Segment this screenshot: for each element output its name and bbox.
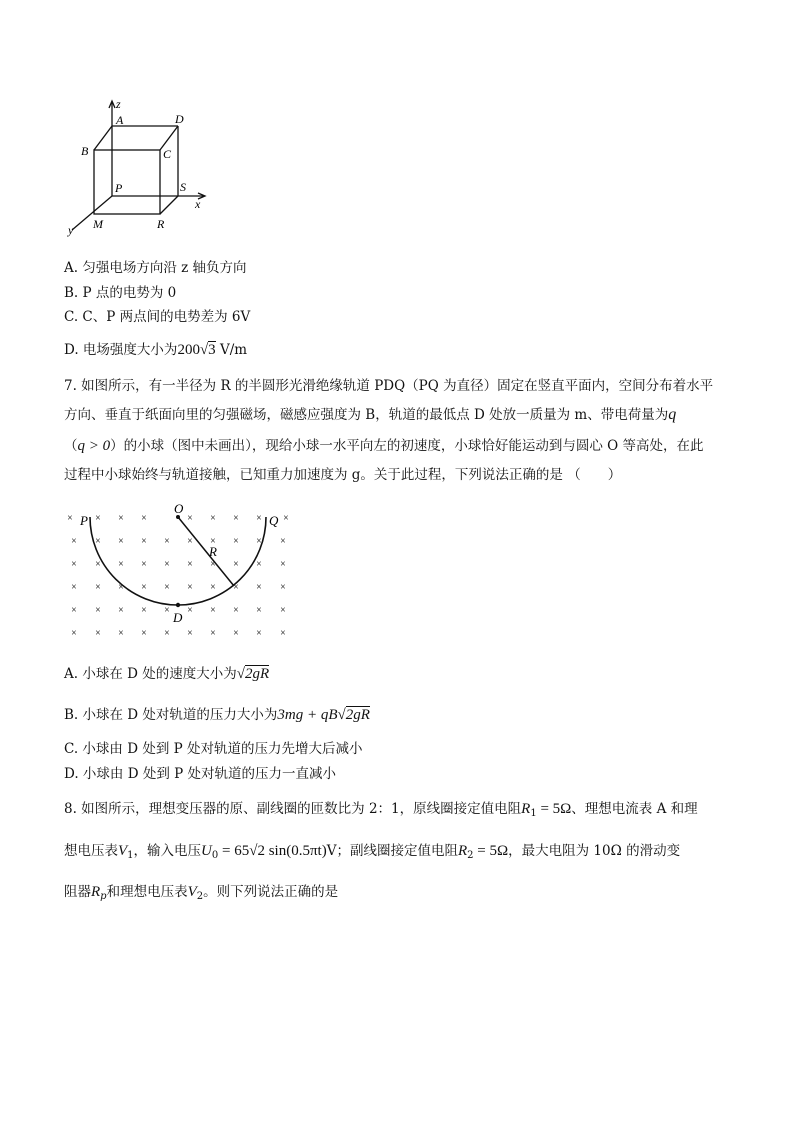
q8-u0-sub: 0: [211, 850, 219, 861]
field-cross-mark: ×: [210, 559, 216, 570]
track-label-Q: Q: [269, 513, 279, 528]
field-cross-mark: ×: [67, 513, 73, 524]
field-cross-mark: ×: [187, 536, 193, 547]
cube-label-C: C: [163, 147, 172, 161]
field-cross-mark: ×: [95, 559, 101, 570]
cube-figure: [60, 96, 220, 238]
field-cross-mark: ×: [95, 628, 101, 639]
q7-q-symbol: q: [668, 406, 677, 423]
field-cross-mark: ×: [118, 628, 124, 639]
field-cross-mark: ×: [118, 536, 124, 547]
q7-option-b-expr: 3mg + qB: [277, 707, 338, 723]
q8-rp-sub: p: [100, 891, 107, 902]
field-cross-mark: ×: [141, 559, 147, 570]
q8-u0-expr: = 65√2 sin(0.5πt): [218, 843, 327, 859]
field-cross-mark: ×: [118, 513, 124, 524]
field-cross-mark: ×: [141, 513, 147, 524]
q8-stem-line2-a: 想电压表: [64, 843, 118, 859]
sqrt-sign: √: [236, 666, 245, 682]
q7-stem-line2-text: 方向、垂直于纸面向里的匀强磁场，磁感应强度为 B，轨道的最低点 D 处放一质量为 m、带电荷量为: [64, 407, 669, 423]
q6-option-d-unit: V/m: [215, 342, 248, 358]
field-cross-mark: ×: [187, 628, 193, 639]
q8-stem-line2-d: ，最大电阻为 10Ω 的滑动变: [508, 843, 681, 859]
q6-option-d-prefix: D. 电场强度大小为: [64, 342, 178, 358]
q8-stem-line2: [64, 841, 680, 866]
track-label-R: R: [209, 544, 217, 559]
q7-option-a-prefix: A. 小球在 D 处的速度大小为: [64, 666, 237, 682]
q7-stem-line2: [64, 405, 676, 425]
field-cross-mark: ×: [233, 559, 239, 570]
q6-option-d: [64, 340, 247, 360]
field-cross-mark: ×: [95, 605, 101, 616]
q7-open-paren: （: [64, 438, 78, 454]
field-cross-mark: ×: [210, 513, 216, 524]
field-cross-mark: ×: [141, 628, 147, 639]
q7-option-b-radicand: 2gR: [345, 707, 370, 723]
cube-label-z: z: [116, 97, 121, 111]
cube-label-P: P: [115, 181, 123, 195]
field-cross-mark: ×: [118, 605, 124, 616]
field-cross-mark: ×: [187, 559, 193, 570]
q7-stem-line3-text: ）的小球（图中未画出），现给小球一水平向左的初速度，小球恰好能运动到与圆心 O 等高处，在此: [110, 438, 704, 454]
field-cross-mark: ×: [164, 536, 170, 547]
q8-stem-line2-c: ；副线圈接定值电阻: [336, 843, 458, 859]
q7-stem-line1: 7. 如图所示，有一半径为 R 的半圆形光滑绝缘轨道 PDQ（PQ 为直径）固定在竖直平面内，空间分布着水平: [64, 378, 714, 394]
field-cross-mark: ×: [280, 559, 286, 570]
q8-u0-unit: V: [326, 843, 337, 859]
q8-u0-symbol: U: [201, 843, 212, 859]
field-cross-mark: ×: [95, 582, 101, 593]
field-cross-mark: ×: [187, 582, 193, 593]
field-cross-mark: ×: [164, 628, 170, 639]
q6-option-d-radicand: 3: [208, 342, 216, 358]
field-cross-mark: ×: [95, 536, 101, 547]
field-cross-mark: ×: [164, 605, 170, 616]
field-cross-mark: ×: [280, 582, 286, 593]
field-cross-mark: ×: [164, 559, 170, 570]
field-cross-mark: ×: [141, 536, 147, 547]
q7-option-c: C. 小球由 D 处到 P 处对轨道的压力先增大后减小: [64, 741, 363, 757]
field-cross-mark: ×: [233, 582, 239, 593]
cube-label-x: x: [195, 197, 201, 211]
semicircle-track-figure: [64, 500, 300, 640]
field-cross-mark: ×: [256, 605, 262, 616]
q8-v2-symbol: V: [187, 884, 197, 900]
field-cross-mark: ×: [256, 582, 262, 593]
field-cross-mark: ×: [71, 628, 77, 639]
field-cross-mark: ×: [256, 513, 262, 524]
field-cross-mark: ×: [164, 582, 170, 593]
q7-q-condition: q > 0: [77, 438, 111, 454]
q8-v1-sub: 1: [127, 850, 134, 861]
q8-stem-line3-a: 阻器: [64, 884, 91, 900]
q8-r1-sub: 1: [530, 808, 537, 819]
field-cross-mark: ×: [233, 513, 239, 524]
cube-label-D: D: [175, 112, 184, 126]
field-cross-mark: ×: [233, 536, 239, 547]
sqrt-sign: √: [199, 342, 209, 358]
track-label-P: P: [80, 513, 88, 528]
q6-option-a: A. 匀强电场方向沿 z 轴负方向: [64, 260, 247, 276]
q8-stem-line3-c: 。则下列说法正确的是: [203, 884, 339, 900]
cube-label-B: B: [81, 144, 89, 158]
field-cross-mark: ×: [71, 605, 77, 616]
q7-option-d: D. 小球由 D 处到 P 处对轨道的压力一直减小: [64, 766, 336, 782]
q6-option-b: B. P 点的电势为 0: [64, 285, 177, 301]
cube-label-A: A: [116, 113, 124, 127]
field-cross-mark: ×: [280, 605, 286, 616]
field-cross-mark: ×: [283, 513, 289, 524]
field-cross-mark: ×: [210, 536, 216, 547]
q8-stem-line3: [64, 882, 338, 907]
q7-stem-line3: [64, 436, 704, 456]
field-cross-mark: ×: [210, 628, 216, 639]
q8-v2-sub: 2: [196, 891, 204, 902]
field-cross-mark: ×: [187, 605, 193, 616]
field-cross-mark: ×: [95, 513, 101, 524]
track-label-D: D: [173, 610, 183, 625]
q8-rp-symbol: R: [91, 884, 101, 900]
cube-label-M: M: [93, 217, 103, 231]
field-cross-mark: ×: [256, 628, 262, 639]
q8-stem-line2-b: ，输入电压: [133, 843, 202, 859]
field-cross-mark: ×: [233, 605, 239, 616]
q7-option-b-prefix: B. 小球在 D 处对轨道的压力大小为: [64, 707, 278, 723]
field-cross-mark: ×: [233, 628, 239, 639]
q8-r2-sub: 2: [467, 850, 474, 861]
field-cross-mark: ×: [210, 605, 216, 616]
q7-option-a: [64, 664, 269, 684]
cube-label-y: y: [68, 223, 74, 237]
sqrt-sign: √: [337, 707, 346, 723]
q8-r2-value: = 5Ω: [473, 843, 509, 859]
field-cross-mark: ×: [256, 536, 262, 547]
q7-option-b: [64, 705, 370, 725]
field-cross-mark: ×: [118, 582, 124, 593]
q8-stem-line1: [64, 799, 698, 824]
q8-stem-line1-tail: 、理想电流表 A 和理: [571, 801, 698, 817]
cube-label-S: S: [180, 180, 186, 194]
q8-r1-value: = 5Ω: [536, 801, 572, 817]
track-label-O: O: [174, 501, 184, 516]
field-cross-mark: ×: [187, 513, 193, 524]
field-cross-mark: ×: [210, 582, 216, 593]
q8-v1-symbol: V: [118, 843, 128, 859]
q7-stem-line4: 过程中小球始终与轨道接触，已知重力加速度为 g。关于此过程，下列说法正确的是 （ ）: [64, 467, 622, 483]
q6-option-c: C. C、P 两点间的电势差为 6V: [64, 309, 251, 325]
q8-stem-line1-text: 8. 如图所示，理想变压器的原、副线圈的匝数比为 2：1，原线圈接定值电阻: [64, 801, 522, 817]
field-cross-mark: ×: [71, 536, 77, 547]
field-cross-mark: ×: [256, 559, 262, 570]
field-cross-mark: ×: [141, 582, 147, 593]
q8-stem-line3-b: 和理想电压表: [106, 884, 188, 900]
q8-r2-symbol: R: [457, 843, 468, 859]
field-cross-mark: ×: [71, 559, 77, 570]
cube-label-R: R: [157, 217, 165, 231]
q8-r1-symbol: R: [521, 801, 531, 817]
field-cross-mark: ×: [118, 559, 124, 570]
field-cross-mark: ×: [141, 605, 147, 616]
q7-option-a-radicand: 2gR: [244, 666, 270, 682]
field-cross-mark: ×: [280, 536, 286, 547]
field-cross-mark: ×: [71, 582, 77, 593]
field-cross-mark: ×: [280, 628, 286, 639]
q6-option-d-value: 200: [177, 342, 200, 358]
